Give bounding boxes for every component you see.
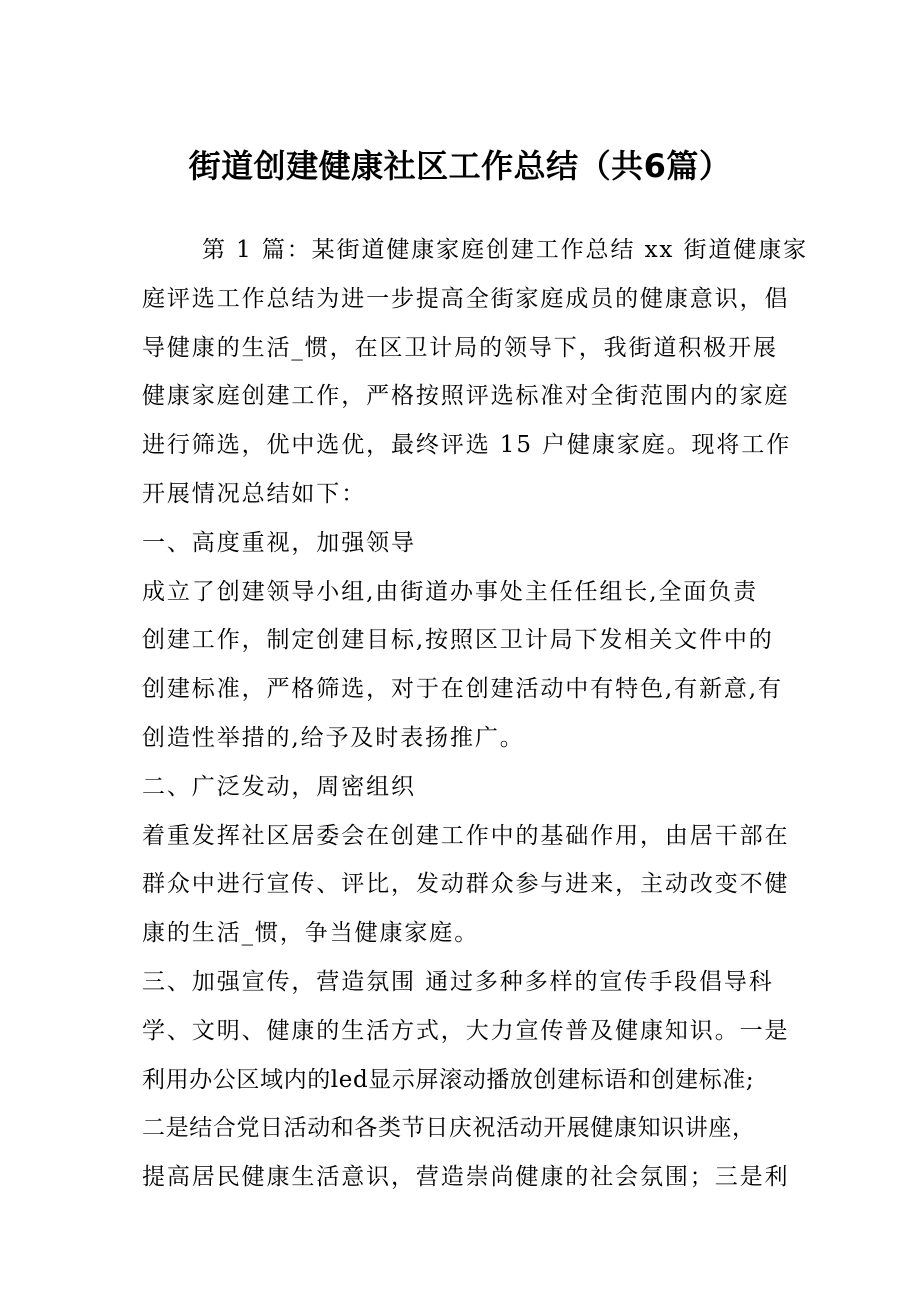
body-line: 提高居民健康生活意识，营造崇尚健康的社会氛围；三是利 [142,1164,790,1191]
body-line: 康的生活_惯，争当健康家庭。 [142,920,480,947]
body-line: 创建工作，制定创建目标,按照区卫计局下发相关文件中的 [142,627,774,654]
section-heading: 一、高度重视，加强领导 [142,529,416,556]
body-line: 健康家庭创建工作，严格按照评选标准对全街范围内的家庭 [142,383,790,410]
body-line: 利用办公区域内的led显示屏滚动播放创建标语和创建标准; [142,1066,755,1093]
section-heading: 三、加强宣传，营造氛围 通过多种多样的宣传手段倡导科 [142,968,774,995]
document-body [142,226,809,1202]
section-heading: 二、广泛发动，周密组织 [142,773,416,800]
body-line: 二是结合党日活动和各类节日庆祝活动开展健康知识讲座， [142,1115,756,1142]
body-line: 群众中进行宣传、评比，发动群众参与进来，主动改变不健 [142,871,790,898]
body-line: 学、文明、健康的生活方式，大力宣传普及健康知识。一是 [142,1017,790,1044]
body-line: 着重发挥社区居委会在创建工作中的基础作用，由居干部在 [142,822,790,849]
document-title: 街道创建健康社区工作总结（共6篇） [188,147,732,185]
body-line: 庭评选工作总结为进一步提高全街家庭成员的健康意识，倡 [142,285,790,312]
body-line: 导健康的生活_惯，在区卫计局的领导下，我街道积极开展 [142,334,778,361]
body-line: 创建标准，严格筛选，对于在创建活动中有特色,有新意,有 [142,676,783,703]
body-line: 开展情况总结如下： [142,480,367,507]
body-line: 创造性举措的,给予及时表扬推广。 [142,724,525,751]
body-line: 成立了创建领导小组,由街道办事处主任任组长,全面负责 [142,578,759,605]
body-line: 第 1 篇：某街道健康家庭创建工作总结 xx 街道健康家 [202,237,809,263]
body-line: 进行筛选，优中选优，最终评选 15 户健康家庭。现将工作 [142,432,792,459]
